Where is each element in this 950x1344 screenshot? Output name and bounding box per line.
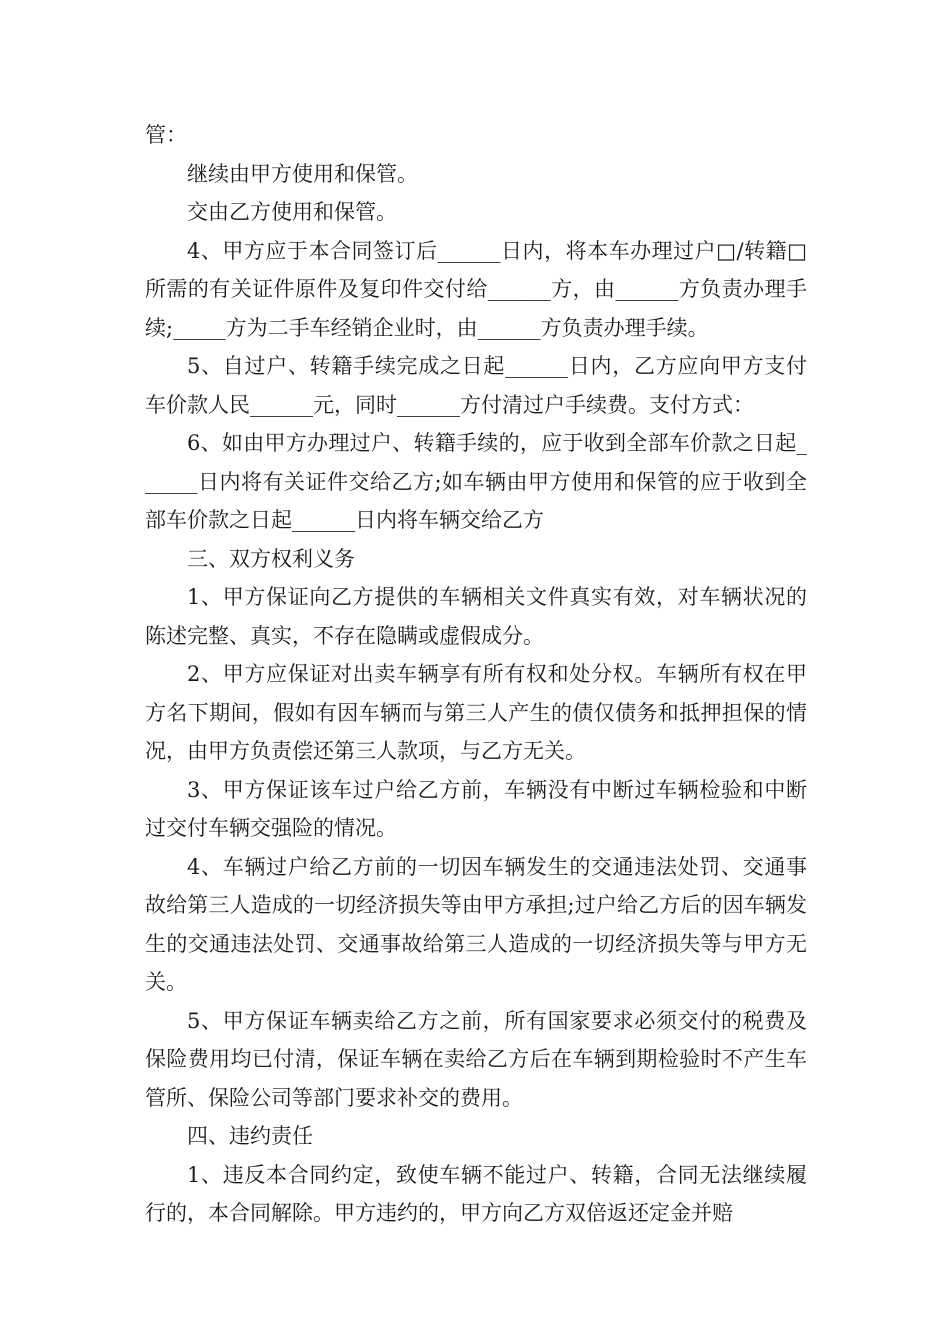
section-heading-rights-obligations: 三、双方权利义务 xyxy=(187,546,355,571)
rights-clause-3: 3、甲方保证该车过户给乙方前，车辆没有中断过车辆检验和中断过交付车辆交强险的情况。 xyxy=(145,777,807,840)
section-heading-liability: 四、违约责任 xyxy=(187,1124,313,1148)
clause-5-payment: 5、自过户、转籍手续完成之日起______日内，乙方应向甲方支付车价款人民______元，同时______方付清过户手续费。支付方式： xyxy=(145,354,807,417)
liability-clause-1: 1、违反本合同约定，致使车辆不能过户、转籍，合同无法继续履行的，本合同解除。甲方违约的，甲方向乙方双倍返还定金并赔 xyxy=(145,1162,807,1225)
clause-6-delivery: 6、如由甲方办理过户、转籍手续的，应于收到全部车价款之日起______日内将有关证件交给乙方;如车辆由甲方使用和保管的应于收到全部车价款之日起______日内将车辆交给乙方 xyxy=(145,431,807,532)
document-body xyxy=(145,116,807,1233)
rights-clause-5: 5、甲方保证车辆卖给乙方之前，所有国家要求必须交付的税费及保险费用均已付清，保证车辆在卖给乙方后在车辆到期检验时不产生车管所、保险公司等部门要求补交的费用。 xyxy=(145,1008,807,1110)
clause-4-transfer-documents: 4、甲方应于本合同签订后______日内，将本车办理过户□/转籍□所需的有关证件原件及复印件交付给______方，由______方负责办理手续;_____方为二手车经销企业时，由______方负责办理手续。 xyxy=(145,238,807,340)
paragraph-option-b: 交由乙方使用和保管。 xyxy=(187,200,397,224)
rights-clause-1: 1、甲方保证向乙方提供的车辆相关文件真实有效，对车辆状况的陈述完整、真实，不存在隐瞒或虚假成分。 xyxy=(145,585,807,648)
rights-clause-4: 4、车辆过户给乙方前的一切因车辆发生的交通违法处罚、交通事故给第三人造成的一切经济损失等由甲方承担;过户给乙方后的因车辆发生的交通违法处罚、交通事故给第三人造成的一切经济损失等与甲方无关。 xyxy=(145,854,807,994)
paragraph-continuation: 管： xyxy=(145,123,187,147)
rights-clause-2: 2、甲方应保证对出卖车辆享有所有权和处分权。车辆所有权在甲方名下期间，假如有因车辆而与第三人产生的债仅债务和抵押担保的情况，由甲方负责偿还第三人款项，与乙方无关。 xyxy=(145,662,807,763)
paragraph-option-a: 继续由甲方使用和保管。 xyxy=(187,161,418,186)
